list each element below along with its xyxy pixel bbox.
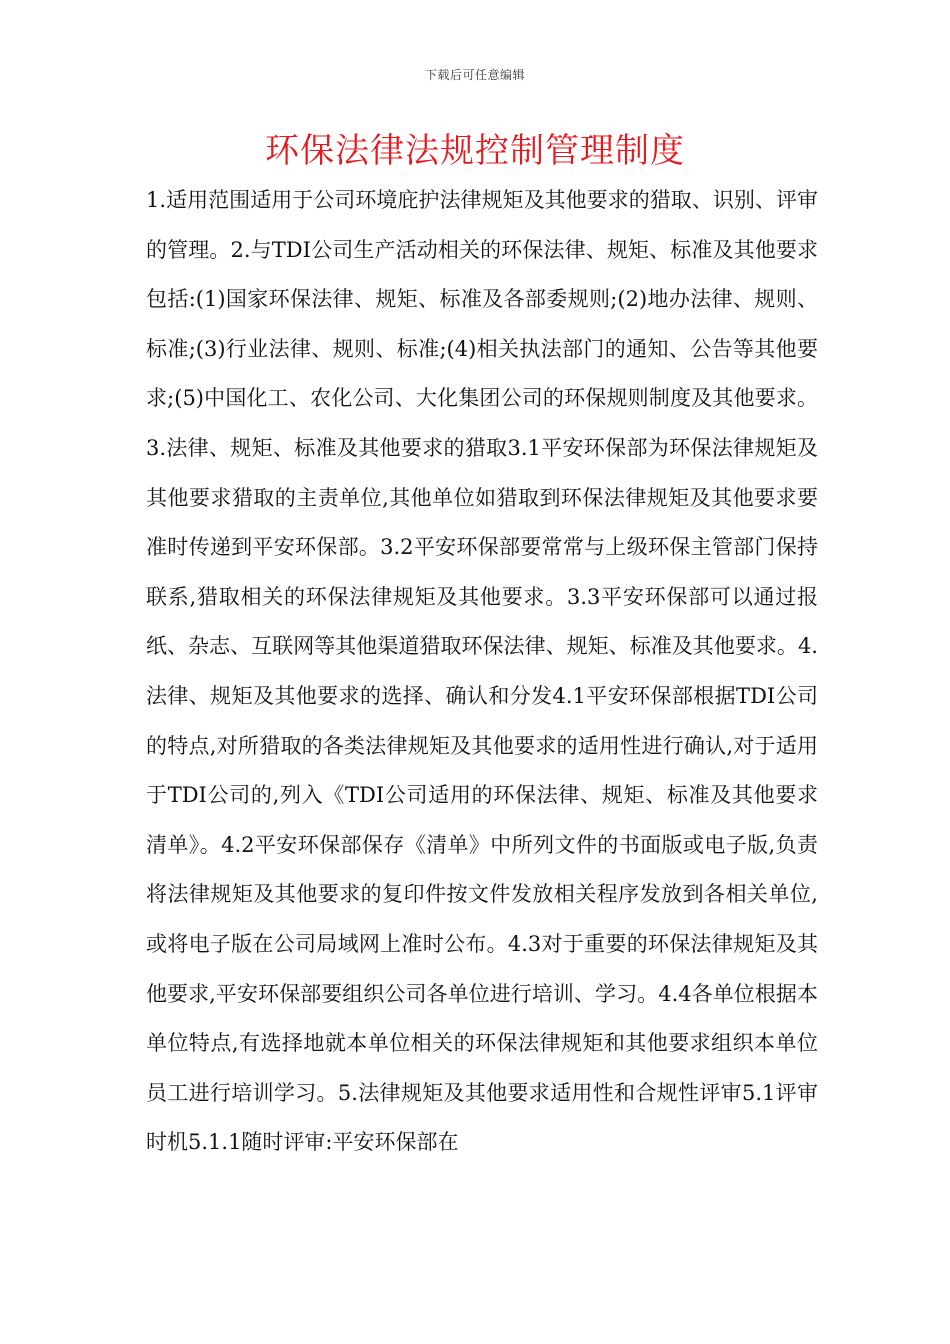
body-paragraph: 1.适用范围适用于公司环境庇护法律规矩及其他要求的猎取、识别、评审的管理。2.与TDI公司生产活动相关的环保法律、规矩、标准及其他要求包括:(1)国家环保法律、规矩、标准及各部委规则;(2)地办法律、规则、标准;(3)行业法律、规则、标准;(4)相关执法部门的通知、公告等其他要求;(5)中国化工、农化公司、大化集团公司的环保规则制度及其他要求。3.法律、规矩、标准及其他要求的猎取3.1平安环保部为环保法律规矩及其他要求猎取的主责单位,其他单位如猎取到环保法律规矩及其他要求要准时传递到平安环保部。3.2平安环保部要常常与上级环保主管部门保持联系,猎取相关的环保法律规矩及其他要求。3.3平安环保部可以通过报纸、杂志、互联网等其他渠道猎取环保法律、规矩、标准及其他要求。4.法律、规矩及其他要求的选择、确认和分发4.1平安环保部根据TDI公司的特点,对所猎取的各类法律规矩及其他要求的适用性进行确认,对于适用于TDI公司的,列入《TDI公司适用的环保法律、规矩、标准及其他要求清单》。4.2平安环保部保存《清单》中所列文件的书面版或电子版,负责将法律规矩及其他要求的复印件按文件发放相关程序发放到各相关单位,或将电子版在公司局域网上准时公布。4.3对于重要的环保法律规矩及其他要求,平安环保部要组织公司各单位进行培训、学习。4.4各单位根据本单位特点,有选择地就本单位相关的环保法律规矩和其他要求组织本单位员工进行培训学习。5.法律规矩及其他要求适用性和合规性评审5.1评审时机5.1.1随时评审:平安环保部在 bbox=[146, 188, 818, 1155]
document-title: 环保法律法规控制管理制度 bbox=[265, 131, 685, 171]
header-note: 下载后可任意编辑 bbox=[424, 68, 525, 82]
